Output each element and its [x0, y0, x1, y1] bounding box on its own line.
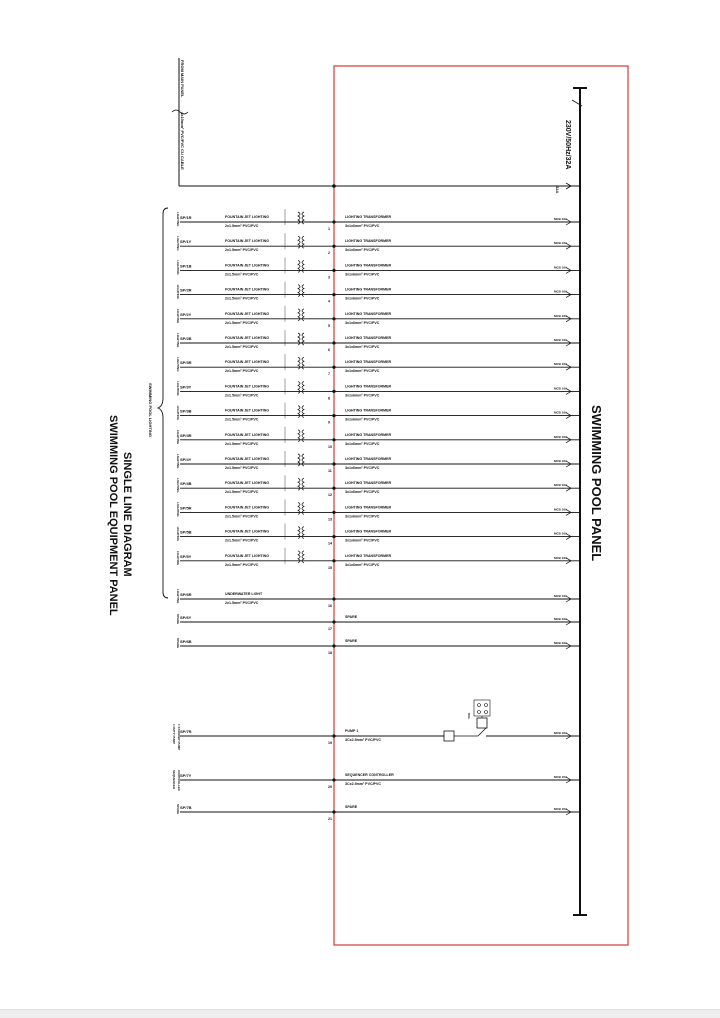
circuit-type-6: LIGHTING — [176, 333, 180, 348]
circuit-junction-5 — [332, 317, 335, 320]
feeder-label-3: LIGHTING TRANSFORMER — [345, 263, 392, 268]
circuit-tag-5: SP/2Y — [180, 311, 192, 317]
sequencer-type-label: SEQUENCER — [172, 770, 176, 790]
circuit-junction-16 — [332, 597, 335, 600]
circuit-tag-8: SP/3Y — [180, 384, 192, 390]
circuit-tag-2: SP/1Y — [180, 239, 192, 245]
circuit-type-9: LIGHTING — [176, 405, 180, 420]
circuit-tag-9: SP/3B — [180, 408, 192, 414]
feeder-label-14: LIGHTING TRANSFORMER — [345, 529, 392, 534]
circuit-tag-18: SP/6B — [180, 639, 192, 644]
feeder-label-15: LIGHTING TRANSFORMER — [345, 553, 392, 558]
feed-cable-label: 4x10mm² PVC/PVC CU CABLE — [180, 112, 185, 170]
control-station-icon — [474, 700, 490, 716]
circuit-number-16: 16 — [328, 604, 332, 608]
incomer-junction — [332, 184, 336, 188]
circuit-cable-16: 2x1.5mm² PVC/PVC — [225, 601, 259, 605]
circuit-tag-10: SP/4R — [180, 432, 192, 438]
circuit-load-6: FOUNTAIN JET LIGHTING — [225, 336, 270, 340]
circuit-cable-3: 2x1.5mm² PVC/PVC — [225, 272, 259, 277]
circuit-number-9: 9 — [328, 420, 330, 425]
circuit-number-7: 7 — [328, 372, 330, 377]
circuit-load-16: UNDERWATER LIGHT — [225, 592, 263, 596]
feed-from-label: FROM MAIN PANEL — [180, 60, 185, 98]
start-button-icon — [478, 704, 481, 707]
circuit-tag-13: SP/5R — [180, 505, 192, 511]
feeder-cable-15: 3x1x6mm² PVC/PVC — [345, 562, 380, 567]
circuit-number-2: 2 — [328, 251, 330, 256]
pump-type-label-2: 1 STANDBY PUMP — [177, 724, 181, 751]
circuit-cable-5: 2x1.5mm² PVC/PVC — [225, 320, 259, 325]
circuit-junction-8 — [332, 390, 335, 393]
feeder-label-8: LIGHTING TRANSFORMER — [345, 384, 392, 389]
panel-label: SWIMMING POOL PANEL — [589, 405, 604, 562]
feeder-cable-11: 3x1x6mm² PVC/PVC — [345, 466, 380, 470]
circuit-type-1: LIGHTING — [176, 212, 180, 227]
circuit-tag-15: SP/5Y — [180, 553, 192, 559]
circuit-number-20: 20 — [328, 785, 332, 789]
run-lamp-icon — [478, 711, 481, 714]
circuit-type-12: LIGHTING — [176, 478, 180, 493]
circuit-cable-8: 2x1.5mm² PVC/PVC — [225, 393, 259, 398]
circuit-type-2: LIGHTING — [176, 236, 180, 251]
circuit-load-12: FOUNTAIN JET LIGHTING — [225, 481, 270, 486]
feeder-cable-7: 3x1x6mm² PVC/PVC — [345, 369, 380, 374]
circuit-number-8: 8 — [328, 396, 330, 401]
feeder-cable-1: 3x1x6mm² PVC/PVC — [345, 224, 380, 228]
circuit-cable-11: 2x1.5mm² PVC/PVC — [225, 466, 259, 470]
diagram-title: SINGLE LINE DIAGRAM — [121, 452, 133, 577]
circuit-number-6: 6 — [328, 348, 330, 352]
circuit-cable-12: 2x1.5mm² PVC/PVC — [225, 490, 259, 495]
breaker-rating-16: MCB 16A — [554, 594, 568, 598]
circuit-type-7: LIGHTING — [176, 357, 180, 372]
circuit-cable-13: 2x1.5mm² PVC/PVC — [225, 514, 259, 519]
starter-type-label: DOL — [467, 713, 471, 720]
circuit-type-13: LIGHTING — [176, 502, 180, 517]
feeder-label-20: SEQUENCER CONTROLLER — [345, 773, 394, 777]
circuit-load-5: FOUNTAIN JET LIGHTING — [225, 311, 270, 316]
circuits — [172, 209, 580, 821]
circuit-tag-4: SP/2R — [180, 287, 192, 293]
circuit-tag-6: SP/2B — [180, 336, 192, 341]
circuit-junction-3 — [332, 269, 335, 272]
feeder-label-12: LIGHTING TRANSFORMER — [345, 481, 392, 486]
circuit-junction-12 — [332, 487, 335, 490]
sequencer-type-label-2: CONTROLLER — [177, 770, 181, 791]
breaker-rating-7: MCB 16A — [554, 362, 568, 367]
feeder-label-4: LIGHTING TRANSFORMER — [345, 287, 392, 292]
circuit-type-21: SPARE — [176, 804, 180, 815]
lighting-group-brace — [158, 208, 168, 598]
feeder-label-7: LIGHTING TRANSFORMER — [345, 360, 392, 365]
circuit-type-14: LIGHTING — [176, 526, 180, 541]
feeder-cable-12: 3x1x6mm² PVC/PVC — [345, 490, 380, 495]
breaker-rating-17: MCB 16A — [554, 617, 568, 621]
lighting-group-label: SWIMMING POOL LIGHTING — [148, 383, 153, 437]
feeder-cable-6: 3x1x6mm² PVC/PVC — [345, 345, 380, 349]
trip-lamp-icon — [485, 711, 488, 714]
circuit-load-3: FOUNTAIN JET LIGHTING — [225, 263, 270, 268]
breaker-rating-11: MCB 16A — [554, 459, 568, 463]
circuit-load-7: FOUNTAIN JET LIGHTING — [225, 360, 270, 365]
circuit-cable-10: 2x1.5mm² PVC/PVC — [225, 441, 259, 446]
circuit-number-17: 17 — [328, 627, 332, 631]
circuit-junction-1 — [332, 220, 335, 223]
breaker-rating-19: MCB 16A — [554, 731, 568, 735]
circuit-tag-11: SP/4Y — [180, 457, 192, 462]
breaker-rating-13: MCB 16A — [554, 507, 568, 512]
circuit-type-15: LIGHTING — [176, 550, 180, 566]
diagram-subtitle: SWIMMING POOL EQUIPMENT PANEL — [107, 415, 119, 616]
breaker-rating-4: MCB 16A — [554, 289, 568, 294]
circuit-tag-1: SP/1R — [180, 215, 192, 220]
circuit-number-21: 21 — [328, 817, 332, 821]
circuit-junction-19 — [332, 734, 335, 737]
viewer-bottom-strip — [0, 1009, 720, 1018]
circuit-type-16: LIGHTING — [176, 589, 180, 604]
circuit-type-10: LIGHTING — [176, 429, 180, 445]
circuit-tag-7: SP/3R — [180, 360, 192, 366]
circuit-load-15: FOUNTAIN JET LIGHTING — [225, 553, 270, 558]
feeder-cable-19: 3Cx2.5mm² PVC/PVC — [345, 738, 381, 742]
feeder-cable-3: 3x1x6mm² PVC/PVC — [345, 272, 380, 277]
circuit-type-11: LIGHTING — [176, 454, 180, 469]
circuit-junction-15 — [332, 559, 335, 562]
breaker-rating-14: MCB 16A — [554, 531, 568, 536]
feeder-label-13: LIGHTING TRANSFORMER — [345, 505, 392, 510]
circuit-cable-9: 2x1.5mm² PVC/PVC — [225, 417, 259, 422]
circuit-load-8: FOUNTAIN JET LIGHTING — [225, 384, 270, 389]
circuit-cable-6: 2x1.5mm² PVC/PVC — [225, 345, 259, 349]
circuit-junction-2 — [332, 245, 335, 248]
circuit-cable-1: 2x1.5mm² PVC/PVC — [225, 224, 259, 228]
circuit-number-3: 3 — [328, 275, 330, 280]
circuit-number-12: 12 — [328, 493, 332, 498]
circuit-load-2: FOUNTAIN JET LIGHTING — [225, 239, 270, 244]
feeder-cable-4: 3x1x6mm² PVC/PVC — [345, 296, 380, 301]
breaker-rating-1: MCB 16A — [554, 217, 568, 221]
pump-type-label: 1 DUTY PUMP — [172, 724, 176, 745]
circuit-number-15: 15 — [328, 565, 332, 570]
circuit-number-5: 5 — [328, 323, 330, 328]
circuit-type-4: LIGHTING — [176, 284, 180, 299]
breaker-rating-9: MCB 16A — [554, 410, 568, 415]
feeder-cable-13: 3x1x6mm² PVC/PVC — [345, 514, 380, 519]
breaker-rating-20: MCB 16A — [554, 775, 568, 779]
circuit-junction-11 — [332, 462, 335, 465]
circuit-junction-18 — [332, 644, 335, 647]
feeder-cable-10: 3x1x6mm² PVC/PVC — [345, 441, 380, 446]
feeder-label-19: PUMP 1 — [345, 729, 359, 733]
breaker-rating-6: MCB 16A — [554, 338, 568, 342]
circuit-load-13: FOUNTAIN JET LIGHTING — [225, 505, 270, 510]
feeder-label-18: SPARE — [345, 639, 358, 643]
circuit-number-14: 14 — [328, 541, 332, 546]
circuit-tag-3: SP/1B — [180, 263, 192, 269]
feeder-label-1: LIGHTING TRANSFORMER — [345, 215, 392, 219]
feeder-label-6: LIGHTING TRANSFORMER — [345, 336, 392, 340]
circuit-load-14: FOUNTAIN JET LIGHTING — [225, 529, 270, 534]
circuit-tag-19: SP/7R — [180, 729, 192, 734]
circuit-junction-14 — [332, 535, 335, 538]
stop-button-icon — [485, 704, 488, 707]
circuit-cable-7: 2x1.5mm² PVC/PVC — [225, 369, 259, 374]
supply-rating: 230V/50Hz/32A — [564, 120, 571, 170]
circuit-cable-14: 2x1.5mm² PVC/PVC — [225, 538, 259, 543]
circuit-junction-9 — [332, 414, 335, 417]
feeder-cable-5: 3x1x6mm² PVC/PVC — [345, 320, 380, 325]
circuit-tag-16: SP/6R — [180, 592, 192, 597]
circuit-junction-20 — [332, 778, 335, 781]
feeder-cable-20: 3Cx2.5mm² PVC/PVC — [345, 782, 381, 786]
circuit-number-11: 11 — [328, 469, 332, 473]
circuit-number-18: 18 — [328, 651, 332, 655]
feeder-cable-14: 3x1x6mm² PVC/PVC — [345, 538, 380, 543]
feeder-cable-2: 3x1x6mm² PVC/PVC — [345, 248, 380, 253]
circuit-junction-21 — [332, 810, 335, 813]
circuit-tag-17: SP/6Y — [180, 615, 192, 620]
circuit-tag-14: SP/5B — [180, 529, 192, 535]
circuit-load-9: FOUNTAIN JET LIGHTING — [225, 408, 270, 413]
feeder-label-2: LIGHTING TRANSFORMER — [345, 239, 392, 244]
circuit-load-11: FOUNTAIN JET LIGHTING — [225, 457, 270, 461]
circuit-number-4: 4 — [328, 299, 330, 304]
circuit-type-3: LIGHTING — [176, 260, 180, 275]
breaker-rating-3: MCB 16A — [554, 265, 568, 270]
breaker-rating-10: MCB 16A — [554, 434, 568, 439]
circuit-load-10: FOUNTAIN JET LIGHTING — [225, 432, 270, 437]
breaker-rating-15: MCB 16A — [554, 555, 568, 560]
starter-coil-icon — [477, 718, 487, 728]
circuit-junction-6 — [332, 341, 335, 344]
circuit-junction-7 — [332, 366, 335, 369]
circuit-tag-20: SP/7Y — [180, 773, 192, 778]
feeder-label-11: LIGHTING TRANSFORMER — [345, 457, 392, 461]
circuit-number-19: 19 — [328, 741, 332, 745]
feeder-cable-8: 3x1x6mm² PVC/PVC — [345, 393, 380, 398]
circuit-cable-4: 2x1.5mm² PVC/PVC — [225, 296, 259, 301]
feeder-cable-9: 3x1x6mm² PVC/PVC — [345, 417, 380, 422]
circuit-type-18: SPARE — [176, 638, 180, 649]
circuit-junction-13 — [332, 511, 335, 514]
circuit-cable-2: 2x1.5mm² PVC/PVC — [225, 248, 259, 253]
circuit-junction-4 — [332, 293, 335, 296]
contactor-switch-icon — [478, 728, 486, 736]
breaker-rating-18: MCB 16A — [554, 641, 568, 645]
circuit-type-8: LIGHTING — [176, 381, 180, 396]
circuit-junction-10 — [332, 438, 335, 441]
breaker-rating-5: MCB 16A — [554, 313, 568, 318]
circuit-type-17: SPARE — [176, 614, 180, 625]
circuit-load-4: FOUNTAIN JET LIGHTING — [225, 287, 270, 292]
circuit-junction-17 — [332, 620, 335, 623]
circuit-type-5: LIGHTING — [176, 308, 180, 324]
feeder-label-5: LIGHTING TRANSFORMER — [345, 311, 392, 316]
circuit-load-1: FOUNTAIN JET LIGHTING — [225, 215, 270, 219]
circuit-number-1: 1 — [328, 227, 330, 231]
circuit-number-13: 13 — [328, 517, 332, 522]
breaker-rating-2: MCB 16A — [554, 241, 568, 246]
breaker-rating-8: MCB 16A — [554, 386, 568, 391]
breaker-rating-12: MCB 16A — [554, 483, 568, 488]
motor-overload-icon — [444, 731, 454, 741]
circuit-number-10: 10 — [328, 444, 332, 449]
feeder-label-10: LIGHTING TRANSFORMER — [345, 432, 392, 437]
circuit-tag-12: SP/4B — [180, 481, 192, 487]
feeder-label-21: SPARE — [345, 805, 358, 809]
breaker-rating-21: MCB 16A — [554, 807, 568, 811]
feeder-label-9: LIGHTING TRANSFORMER — [345, 408, 392, 413]
feeder-label-17: SPARE — [345, 615, 358, 619]
circuit-tag-21: SP/7B — [180, 805, 192, 810]
circuit-cable-15: 2x1.5mm² PVC/PVC — [225, 562, 259, 567]
incomer-tag: 32A — [555, 186, 560, 194]
